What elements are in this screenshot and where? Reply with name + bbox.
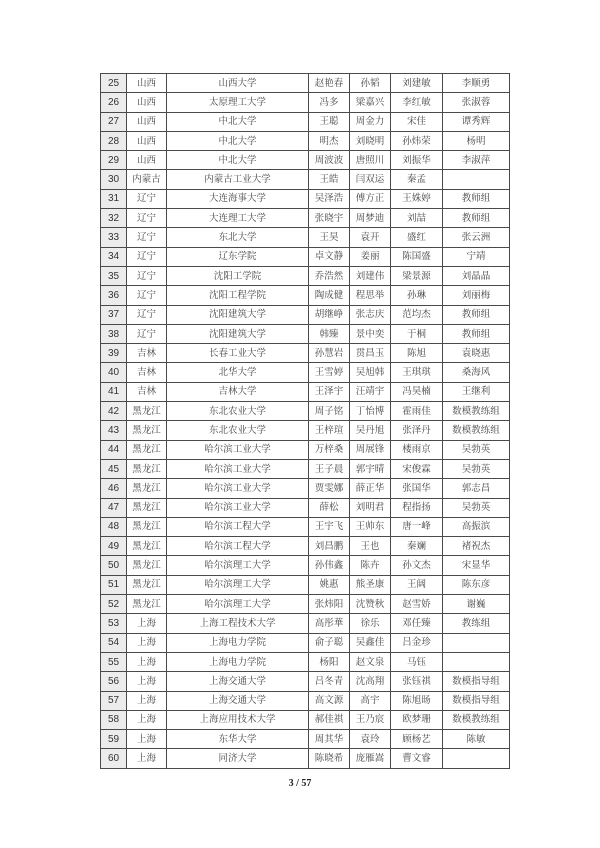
cell-team-number: 53 bbox=[101, 614, 127, 633]
cell-member-3: 王琪琪 bbox=[391, 363, 443, 382]
cell-province: 上海 bbox=[127, 730, 167, 749]
cell-member-3: 孙琳 bbox=[391, 286, 443, 305]
cell-team-number: 42 bbox=[101, 402, 127, 421]
cell-member-1: 高文源 bbox=[309, 691, 350, 710]
cell-advisor bbox=[443, 749, 510, 768]
cell-province: 上海 bbox=[127, 710, 167, 729]
cell-province: 黑龙江 bbox=[127, 575, 167, 594]
cell-member-2: 吴丹旭 bbox=[350, 421, 391, 440]
cell-advisor: 教师组 bbox=[443, 324, 510, 343]
cell-member-2: 张志庆 bbox=[350, 305, 391, 324]
cell-advisor bbox=[443, 170, 510, 189]
cell-team-number: 36 bbox=[101, 286, 127, 305]
cell-member-1: 王梓瑄 bbox=[309, 421, 350, 440]
cell-team-number: 52 bbox=[101, 595, 127, 614]
table-row bbox=[101, 595, 510, 614]
cell-province: 辽宁 bbox=[127, 286, 167, 305]
cell-member-2: 袁开 bbox=[350, 228, 391, 247]
cell-team-number: 41 bbox=[101, 382, 127, 401]
cell-school: 内蒙古工业大学 bbox=[167, 170, 309, 189]
cell-team-number: 25 bbox=[101, 74, 127, 93]
cell-province: 吉林 bbox=[127, 382, 167, 401]
cell-school: 哈尔滨工程大学 bbox=[167, 517, 309, 536]
cell-team-number: 27 bbox=[101, 112, 127, 131]
cell-team-number: 26 bbox=[101, 93, 127, 112]
cell-province: 山西 bbox=[127, 74, 167, 93]
cell-province: 黑龙江 bbox=[127, 440, 167, 459]
cell-member-1: 姚惠 bbox=[309, 575, 350, 594]
table-row bbox=[101, 228, 510, 247]
cell-advisor bbox=[443, 652, 510, 671]
cell-team-number: 31 bbox=[101, 189, 127, 208]
cell-member-1: 张晓宇 bbox=[309, 209, 350, 228]
cell-advisor: 桑海风 bbox=[443, 363, 510, 382]
cell-member-1: 乔浩然 bbox=[309, 266, 350, 285]
cell-member-2: 贯昌玉 bbox=[350, 344, 391, 363]
cell-team-number: 28 bbox=[101, 131, 127, 150]
table-row bbox=[101, 633, 510, 652]
cell-school: 东华大学 bbox=[167, 730, 309, 749]
cell-school: 上海交通大学 bbox=[167, 672, 309, 691]
cell-member-1: 王雪婷 bbox=[309, 363, 350, 382]
cell-advisor: 宁靖 bbox=[443, 247, 510, 266]
cell-member-1: 刘昌鹏 bbox=[309, 537, 350, 556]
cell-member-3: 孙炜荣 bbox=[391, 131, 443, 150]
table-row bbox=[101, 402, 510, 421]
table-row bbox=[101, 537, 510, 556]
cell-member-2: 吴旭韩 bbox=[350, 363, 391, 382]
cell-advisor: 李淑萍 bbox=[443, 151, 510, 170]
table-row bbox=[101, 459, 510, 478]
cell-member-2: 薛正华 bbox=[350, 479, 391, 498]
cell-member-2: 徐乐 bbox=[350, 614, 391, 633]
cell-member-2: 刘建伟 bbox=[350, 266, 391, 285]
cell-province: 山西 bbox=[127, 93, 167, 112]
cell-school: 哈尔滨理工大学 bbox=[167, 595, 309, 614]
cell-school: 太原理工大学 bbox=[167, 93, 309, 112]
cell-advisor: 郭志昌 bbox=[443, 479, 510, 498]
cell-advisor: 吴勃英 bbox=[443, 459, 510, 478]
cell-school: 长春工业大学 bbox=[167, 344, 309, 363]
cell-member-2: 周金力 bbox=[350, 112, 391, 131]
cell-team-number: 30 bbox=[101, 170, 127, 189]
cell-member-2: 周展锋 bbox=[350, 440, 391, 459]
cell-team-number: 54 bbox=[101, 633, 127, 652]
cell-member-3: 宋佳 bbox=[391, 112, 443, 131]
cell-advisor: 王继利 bbox=[443, 382, 510, 401]
table-row bbox=[101, 749, 510, 768]
cell-province: 黑龙江 bbox=[127, 556, 167, 575]
cell-member-1: 张炜阳 bbox=[309, 595, 350, 614]
cell-school: 东北大学 bbox=[167, 228, 309, 247]
cell-school: 哈尔滨工业大学 bbox=[167, 440, 309, 459]
cell-member-1: 陶成健 bbox=[309, 286, 350, 305]
cell-member-3: 宋俊霖 bbox=[391, 459, 443, 478]
cell-school: 大连海事大学 bbox=[167, 189, 309, 208]
cell-member-2: 郭宇晴 bbox=[350, 459, 391, 478]
cell-member-1: 郝佳祺 bbox=[309, 710, 350, 729]
cell-advisor: 数模教练组 bbox=[443, 710, 510, 729]
cell-member-1: 韩臻 bbox=[309, 324, 350, 343]
cell-school: 哈尔滨理工大学 bbox=[167, 575, 309, 594]
cell-member-3: 张钰祺 bbox=[391, 672, 443, 691]
cell-school: 北华大学 bbox=[167, 363, 309, 382]
cell-member-1: 王宇飞 bbox=[309, 517, 350, 536]
cell-school: 上海电力学院 bbox=[167, 633, 309, 652]
cell-advisor bbox=[443, 633, 510, 652]
cell-advisor: 张云洲 bbox=[443, 228, 510, 247]
cell-province: 辽宁 bbox=[127, 209, 167, 228]
cell-province: 辽宁 bbox=[127, 189, 167, 208]
cell-school: 中北大学 bbox=[167, 151, 309, 170]
cell-team-number: 32 bbox=[101, 209, 127, 228]
cell-member-3: 王阔 bbox=[391, 575, 443, 594]
cell-member-2: 吴鑫佳 bbox=[350, 633, 391, 652]
cell-member-3: 楼雨京 bbox=[391, 440, 443, 459]
table-row bbox=[101, 74, 510, 93]
cell-member-2: 周梦迪 bbox=[350, 209, 391, 228]
cell-member-2: 刘明君 bbox=[350, 498, 391, 517]
cell-province: 山西 bbox=[127, 151, 167, 170]
table-row bbox=[101, 652, 510, 671]
cell-member-1: 杨阳 bbox=[309, 652, 350, 671]
cell-member-2: 熊圣康 bbox=[350, 575, 391, 594]
table-row bbox=[101, 266, 510, 285]
cell-team-number: 59 bbox=[101, 730, 127, 749]
cell-member-1: 吴泽浩 bbox=[309, 189, 350, 208]
cell-member-3: 于桐 bbox=[391, 324, 443, 343]
cell-school: 沈阳建筑大学 bbox=[167, 324, 309, 343]
cell-member-2: 孙韬 bbox=[350, 74, 391, 93]
cell-advisor: 教师组 bbox=[443, 189, 510, 208]
cell-member-3: 吕金珍 bbox=[391, 633, 443, 652]
cell-member-1: 俞子聪 bbox=[309, 633, 350, 652]
cell-school: 山西大学 bbox=[167, 74, 309, 93]
cell-member-3: 范均杰 bbox=[391, 305, 443, 324]
cell-province: 辽宁 bbox=[127, 247, 167, 266]
cell-member-3: 曹文睿 bbox=[391, 749, 443, 768]
table-row bbox=[101, 286, 510, 305]
cell-team-number: 48 bbox=[101, 517, 127, 536]
table-row bbox=[101, 517, 510, 536]
cell-school: 沈阳建筑大学 bbox=[167, 305, 309, 324]
cell-member-1: 王昊 bbox=[309, 228, 350, 247]
cell-member-2: 汪靖宇 bbox=[350, 382, 391, 401]
table-row bbox=[101, 363, 510, 382]
table-row bbox=[101, 710, 510, 729]
cell-member-2: 陈卉 bbox=[350, 556, 391, 575]
table-row bbox=[101, 189, 510, 208]
table-row bbox=[101, 440, 510, 459]
cell-member-3: 唐一峰 bbox=[391, 517, 443, 536]
cell-team-number: 39 bbox=[101, 344, 127, 363]
cell-province: 辽宁 bbox=[127, 266, 167, 285]
cell-advisor: 陈敏 bbox=[443, 730, 510, 749]
cell-member-2: 沈赞秋 bbox=[350, 595, 391, 614]
cell-team-number: 38 bbox=[101, 324, 127, 343]
cell-member-3: 李红敏 bbox=[391, 93, 443, 112]
cell-school: 东北农业大学 bbox=[167, 402, 309, 421]
cell-province: 黑龙江 bbox=[127, 402, 167, 421]
cell-team-number: 37 bbox=[101, 305, 127, 324]
cell-province: 上海 bbox=[127, 749, 167, 768]
cell-advisor: 宋显华 bbox=[443, 556, 510, 575]
cell-advisor: 刘晶晶 bbox=[443, 266, 510, 285]
cell-province: 黑龙江 bbox=[127, 479, 167, 498]
table-row bbox=[101, 382, 510, 401]
cell-school: 中北大学 bbox=[167, 131, 309, 150]
table-row bbox=[101, 614, 510, 633]
table-body bbox=[101, 74, 510, 769]
cell-member-3: 刘建敏 bbox=[391, 74, 443, 93]
cell-member-3: 邓任臻 bbox=[391, 614, 443, 633]
cell-member-3: 刘振华 bbox=[391, 151, 443, 170]
cell-member-3: 张泽丹 bbox=[391, 421, 443, 440]
cell-member-2: 庞雁嵩 bbox=[350, 749, 391, 768]
cell-province: 山西 bbox=[127, 112, 167, 131]
cell-member-2: 闫双运 bbox=[350, 170, 391, 189]
cell-team-number: 44 bbox=[101, 440, 127, 459]
cell-advisor: 杨明 bbox=[443, 131, 510, 150]
cell-province: 上海 bbox=[127, 614, 167, 633]
cell-team-number: 46 bbox=[101, 479, 127, 498]
cell-member-3: 张国华 bbox=[391, 479, 443, 498]
cell-team-number: 49 bbox=[101, 537, 127, 556]
cell-school: 哈尔滨工业大学 bbox=[167, 498, 309, 517]
cell-member-2: 唐照川 bbox=[350, 151, 391, 170]
cell-member-2: 王乃宸 bbox=[350, 710, 391, 729]
cell-member-1: 王子晨 bbox=[309, 459, 350, 478]
cell-advisor: 教师组 bbox=[443, 305, 510, 324]
cell-member-2: 梁嘉兴 bbox=[350, 93, 391, 112]
cell-member-3: 顾杨艺 bbox=[391, 730, 443, 749]
cell-school: 中北大学 bbox=[167, 112, 309, 131]
cell-school: 哈尔滨工业大学 bbox=[167, 479, 309, 498]
cell-member-1: 高彤華 bbox=[309, 614, 350, 633]
cell-advisor: 数模教练组 bbox=[443, 421, 510, 440]
cell-member-1: 陈晓希 bbox=[309, 749, 350, 768]
cell-member-3: 冯昊楠 bbox=[391, 382, 443, 401]
cell-member-3: 赵雪娇 bbox=[391, 595, 443, 614]
cell-province: 吉林 bbox=[127, 363, 167, 382]
cell-advisor: 教师组 bbox=[443, 209, 510, 228]
table-row bbox=[101, 575, 510, 594]
table-row bbox=[101, 305, 510, 324]
cell-province: 内蒙古 bbox=[127, 170, 167, 189]
cell-advisor: 袁晓惠 bbox=[443, 344, 510, 363]
cell-province: 上海 bbox=[127, 691, 167, 710]
cell-member-1: 冯多 bbox=[309, 93, 350, 112]
cell-member-2: 王帅东 bbox=[350, 517, 391, 536]
table-row bbox=[101, 479, 510, 498]
cell-school: 哈尔滨工业大学 bbox=[167, 459, 309, 478]
cell-member-3: 霍雨佳 bbox=[391, 402, 443, 421]
cell-school: 大连理工大学 bbox=[167, 209, 309, 228]
cell-member-3: 孙文杰 bbox=[391, 556, 443, 575]
cell-member-3: 王姝婷 bbox=[391, 189, 443, 208]
cell-advisor: 数模指导组 bbox=[443, 691, 510, 710]
page-number: 3 / 57 bbox=[288, 778, 312, 789]
cell-advisor: 数模教练组 bbox=[443, 402, 510, 421]
cell-team-number: 34 bbox=[101, 247, 127, 266]
table-row bbox=[101, 151, 510, 170]
cell-team-number: 35 bbox=[101, 266, 127, 285]
cell-member-1: 周波波 bbox=[309, 151, 350, 170]
table-row bbox=[101, 209, 510, 228]
cell-advisor: 刘丽梅 bbox=[443, 286, 510, 305]
cell-school: 上海应用技术大学 bbox=[167, 710, 309, 729]
cell-member-3: 陈旭旸 bbox=[391, 691, 443, 710]
cell-member-2: 袁玲 bbox=[350, 730, 391, 749]
cell-member-3: 马钰 bbox=[391, 652, 443, 671]
cell-member-2: 姜丽 bbox=[350, 247, 391, 266]
cell-school: 沈阳工程学院 bbox=[167, 286, 309, 305]
table-row bbox=[101, 93, 510, 112]
cell-advisor: 教练组 bbox=[443, 614, 510, 633]
cell-team-number: 43 bbox=[101, 421, 127, 440]
cell-team-number: 58 bbox=[101, 710, 127, 729]
cell-team-number: 33 bbox=[101, 228, 127, 247]
cell-advisor: 谢巍 bbox=[443, 595, 510, 614]
cell-advisor: 褚祝杰 bbox=[443, 537, 510, 556]
cell-member-3: 欧梦珊 bbox=[391, 710, 443, 729]
table-row bbox=[101, 247, 510, 266]
cell-province: 上海 bbox=[127, 633, 167, 652]
cell-member-1: 王聪 bbox=[309, 112, 350, 131]
cell-member-1: 王泽宇 bbox=[309, 382, 350, 401]
cell-advisor: 吴勃英 bbox=[443, 498, 510, 517]
cell-advisor: 李顺勇 bbox=[443, 74, 510, 93]
cell-school: 辽东学院 bbox=[167, 247, 309, 266]
cell-team-number: 29 bbox=[101, 151, 127, 170]
table-row bbox=[101, 691, 510, 710]
cell-member-1: 吕冬青 bbox=[309, 672, 350, 691]
cell-member-2: 沈高翔 bbox=[350, 672, 391, 691]
cell-team-number: 55 bbox=[101, 652, 127, 671]
cell-school: 吉林大学 bbox=[167, 382, 309, 401]
cell-province: 辽宁 bbox=[127, 228, 167, 247]
cell-advisor: 谭秀辉 bbox=[443, 112, 510, 131]
cell-member-1: 万梓桑 bbox=[309, 440, 350, 459]
cell-member-3: 秦孟 bbox=[391, 170, 443, 189]
cell-member-3: 陈旭 bbox=[391, 344, 443, 363]
cell-school: 东北农业大学 bbox=[167, 421, 309, 440]
cell-member-2: 王也 bbox=[350, 537, 391, 556]
cell-team-number: 60 bbox=[101, 749, 127, 768]
cell-member-1: 孙伟鑫 bbox=[309, 556, 350, 575]
cell-team-number: 47 bbox=[101, 498, 127, 517]
table-row bbox=[101, 421, 510, 440]
cell-advisor: 陈东彦 bbox=[443, 575, 510, 594]
table-row bbox=[101, 344, 510, 363]
cell-member-2: 赵文泉 bbox=[350, 652, 391, 671]
cell-member-1: 贾雯娜 bbox=[309, 479, 350, 498]
cell-member-3: 陈国盛 bbox=[391, 247, 443, 266]
cell-school: 上海工程技术大学 bbox=[167, 614, 309, 633]
cell-province: 辽宁 bbox=[127, 305, 167, 324]
cell-province: 辽宁 bbox=[127, 324, 167, 343]
cell-member-1: 薛松 bbox=[309, 498, 350, 517]
cell-member-2: 程思举 bbox=[350, 286, 391, 305]
table-row bbox=[101, 324, 510, 343]
cell-advisor: 高振滨 bbox=[443, 517, 510, 536]
cell-team-number: 45 bbox=[101, 459, 127, 478]
cell-province: 上海 bbox=[127, 652, 167, 671]
cell-team-number: 40 bbox=[101, 363, 127, 382]
table-row bbox=[101, 112, 510, 131]
cell-member-1: 明杰 bbox=[309, 131, 350, 150]
cell-advisor: 张淑蓉 bbox=[443, 93, 510, 112]
cell-member-3: 程指扬 bbox=[391, 498, 443, 517]
team-roster-table bbox=[100, 73, 510, 769]
table-row bbox=[101, 730, 510, 749]
cell-province: 黑龙江 bbox=[127, 537, 167, 556]
cell-member-2: 丁怡博 bbox=[350, 402, 391, 421]
cell-member-1: 周其华 bbox=[309, 730, 350, 749]
cell-province: 上海 bbox=[127, 672, 167, 691]
cell-member-1: 卓文静 bbox=[309, 247, 350, 266]
cell-member-2: 景中奕 bbox=[350, 324, 391, 343]
cell-school: 同济大学 bbox=[167, 749, 309, 768]
cell-member-1: 孙慧岩 bbox=[309, 344, 350, 363]
cell-advisor: 吴勃英 bbox=[443, 440, 510, 459]
table-row bbox=[101, 556, 510, 575]
cell-school: 上海电力学院 bbox=[167, 652, 309, 671]
table-row bbox=[101, 672, 510, 691]
cell-member-2: 刘晓明 bbox=[350, 131, 391, 150]
cell-member-1: 周子铭 bbox=[309, 402, 350, 421]
cell-school: 上海交通大学 bbox=[167, 691, 309, 710]
cell-school: 哈尔滨工程大学 bbox=[167, 537, 309, 556]
cell-team-number: 57 bbox=[101, 691, 127, 710]
cell-advisor: 数模指导组 bbox=[443, 672, 510, 691]
table-row bbox=[101, 170, 510, 189]
cell-province: 吉林 bbox=[127, 344, 167, 363]
cell-province: 山西 bbox=[127, 131, 167, 150]
cell-team-number: 51 bbox=[101, 575, 127, 594]
cell-team-number: 56 bbox=[101, 672, 127, 691]
cell-member-3: 秦斓 bbox=[391, 537, 443, 556]
cell-school: 沈阳工学院 bbox=[167, 266, 309, 285]
cell-member-1: 王皓 bbox=[309, 170, 350, 189]
cell-member-1: 胡继峥 bbox=[309, 305, 350, 324]
cell-member-2: 傅方正 bbox=[350, 189, 391, 208]
cell-member-2: 高宇 bbox=[350, 691, 391, 710]
cell-member-3: 梁景源 bbox=[391, 266, 443, 285]
table-row bbox=[101, 131, 510, 150]
cell-member-1: 赵艳春 bbox=[309, 74, 350, 93]
cell-province: 黑龙江 bbox=[127, 498, 167, 517]
cell-member-3: 刘喆 bbox=[391, 209, 443, 228]
cell-school: 哈尔滨理工大学 bbox=[167, 556, 309, 575]
cell-province: 黑龙江 bbox=[127, 421, 167, 440]
cell-team-number: 50 bbox=[101, 556, 127, 575]
cell-province: 黑龙江 bbox=[127, 459, 167, 478]
table-row bbox=[101, 498, 510, 517]
cell-province: 黑龙江 bbox=[127, 517, 167, 536]
cell-member-3: 盛红 bbox=[391, 228, 443, 247]
cell-province: 黑龙江 bbox=[127, 595, 167, 614]
